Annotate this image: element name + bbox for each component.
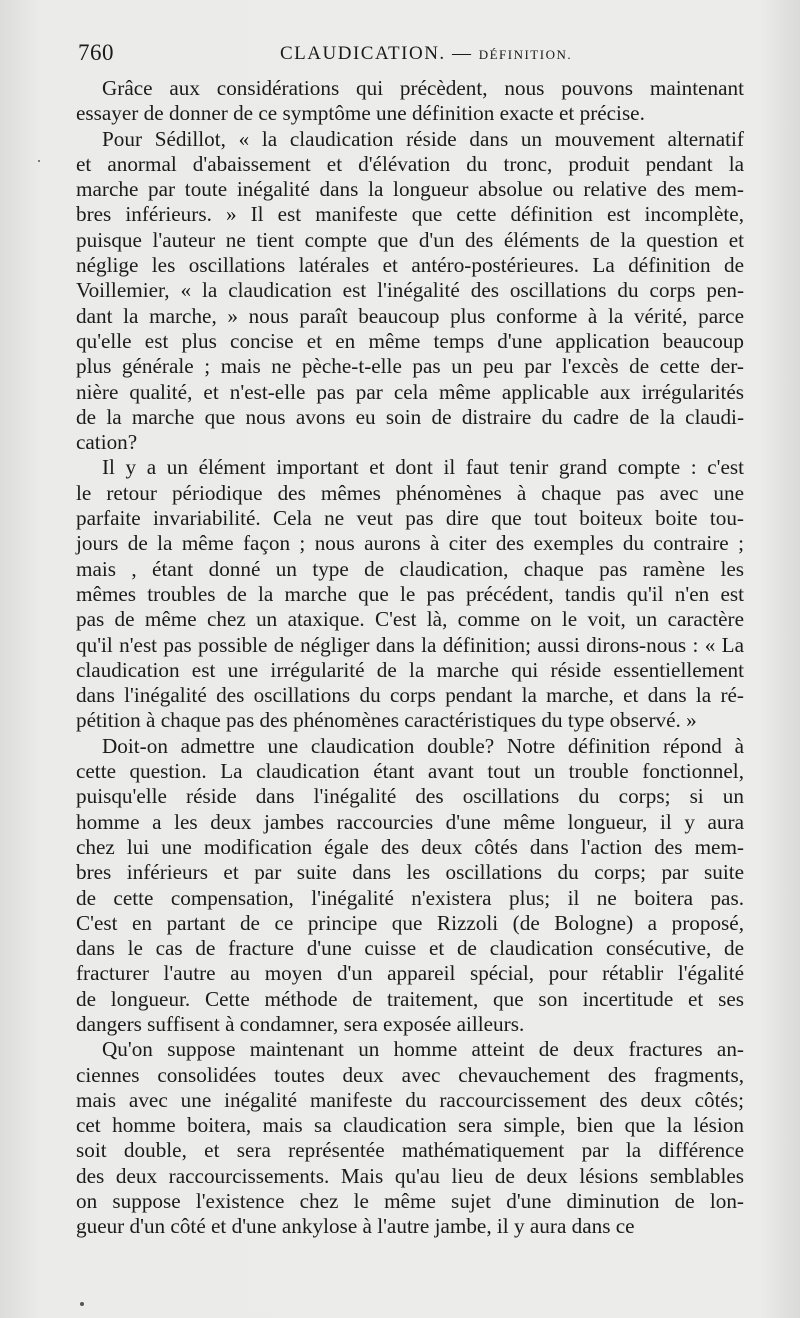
text-line: de la marche que nous avons eu soin de distraire du cadre de la claudi-: [76, 404, 744, 429]
text-line: Grâce aux considérations qui précèdent, nous pouvons maintenant: [102, 76, 744, 100]
text-line: Il y a un élément important et dont il faut tenir grand compte : c'est: [102, 455, 744, 480]
paragraph: [76, 127, 744, 456]
text-line: dangers suffisent à condamner, sera exposée ailleurs.: [76, 1011, 525, 1036]
text-line: mais , étant donné un type de claudication, chaque pas ramène les: [76, 556, 744, 581]
paragraph: [76, 1037, 744, 1239]
text-line: essayer de donner de ce symptôme une définition exacte et précise.: [76, 101, 645, 126]
text-line: pas de même chez un ataxique. C'est là, comme on le voit, un caractère: [76, 607, 744, 632]
text-line: parfaite invariabilité. Cela ne veut pas dire que tout boiteux boite tou-: [76, 506, 744, 531]
text-line: cet homme boitera, mais sa claudication sera simple, bien que la lésion: [76, 1113, 744, 1138]
text-line: on suppose l'existence chez le même sujet d'une diminution de lon-: [76, 1189, 744, 1214]
page-number: 760: [78, 40, 114, 65]
page-header: [78, 40, 742, 74]
text-line: nière qualité, et n'est-elle pas par cela même applicable aux irrégularités: [76, 379, 744, 404]
body-text: [76, 76, 744, 1240]
text-line: bres inférieurs et par suite dans les oscillations du corps; par suite: [76, 860, 744, 885]
text-line: Pour Sédillot, « la claudication réside dans un mouvement alternatif: [102, 126, 744, 151]
text-line: qu'elle est plus concise et en même temps d'une application beaucoup: [76, 328, 744, 353]
text-line: dant la marche, » nous paraît beaucoup plus conforme à la vérité, parce: [76, 303, 744, 328]
text-line: jours de la même façon ; nous aurons à citer des exemples du contraire ;: [76, 531, 744, 556]
print-speck: [80, 1302, 84, 1306]
text-line: dans l'inégalité des oscillations du corps pendant la marche, et dans la ré-: [76, 683, 744, 708]
running-head: [280, 43, 572, 65]
text-line: néglige les oscillations latérales et antéro-postérieures. La définition de: [76, 253, 744, 278]
text-line: de longueur. Cette méthode de traitement, que son incertitude et ses: [76, 986, 744, 1011]
text-line: homme a les deux jambes raccourcies d'une même longueur, il y aura: [76, 809, 744, 834]
text-line: de cette compensation, l'inégalité n'existera plus; il ne boitera pas.: [76, 885, 744, 910]
text-line: Qu'on suppose maintenant un homme atteint de deux fractures an-: [102, 1037, 744, 1062]
text-line: cation?: [76, 430, 138, 455]
paragraph: [76, 455, 744, 733]
text-line: qu'il n'est pas possible de négliger dans la définition; aussi dirons-nous : « La: [76, 632, 744, 657]
text-line: Voillemier, « la claudication est l'inégalité des oscillations du corps pen-: [76, 278, 744, 303]
text-line: plus générale ; mais ne pèche-t-elle pas un peu par l'excès de cette der-: [76, 354, 744, 379]
text-line: dans le cas de fracture d'une cuisse et de claudication consécutive, de: [76, 936, 744, 961]
print-speck: [38, 160, 40, 162]
text-line: mêmes troubles de la marche que le pas précédent, tandis qu'il n'en est: [76, 581, 744, 606]
text-line: fracturer l'autre au moyen d'un appareil spécial, pour rétablir l'égalité: [76, 961, 744, 986]
paragraph: [76, 76, 744, 127]
text-line: des deux raccourcissements. Mais qu'au lieu de deux lésions semblables: [76, 1163, 744, 1188]
text-line: marche par toute inégalité dans la longueur absolue ou relative des mem-: [76, 177, 744, 202]
text-line: puisque l'auteur ne tient compte que d'un des éléments de la question et: [76, 227, 744, 252]
text-line: mais avec une inégalité manifeste du raccourcissement des deux côtés;: [76, 1087, 744, 1112]
text-line: bres inférieurs. » Il est manifeste que cette définition est incomplète,: [76, 202, 744, 227]
text-line: puisqu'elle réside dans l'inégalité des oscillations du corps; si un: [76, 784, 744, 809]
text-line: et anormal d'abaissement et d'élévation du tronc, produit pendant la: [76, 151, 744, 176]
text-line: soit double, et sera représentée mathématiquement par la différence: [76, 1138, 744, 1163]
running-head-subtitle: DÉFINITION.: [478, 47, 573, 62]
text-line: C'est en partant de ce principe que Rizzoli (de Bologne) a proposé,: [76, 910, 744, 935]
running-head-title: CLAUDICATION.: [280, 43, 446, 64]
text-line: cette question. La claudication étant avant tout un trouble fonctionnel,: [76, 759, 744, 784]
running-head-separator: —: [451, 43, 473, 64]
text-line: le retour périodique des mêmes phénomènes à chaque pas avec une: [76, 480, 744, 505]
text-line: pétition à chaque pas des phénomènes caractéristiques du type observé. »: [76, 708, 697, 733]
paragraph: [76, 734, 744, 1038]
text-line: chez lui une modification égale des deux côtés dans l'action des mem-: [76, 834, 744, 859]
text-line: gueur d'un côté et d'une ankylose à l'autre jambe, il y aura dans ce: [76, 1214, 635, 1239]
text-line: Doit-on admettre une claudication double? Notre définition répond à: [102, 733, 744, 758]
text-line: claudication est une irrégularité de la marche qui réside essentiellement: [76, 657, 744, 682]
text-line: ciennes consolidées toutes deux avec chevauchement des fragments,: [76, 1062, 744, 1087]
